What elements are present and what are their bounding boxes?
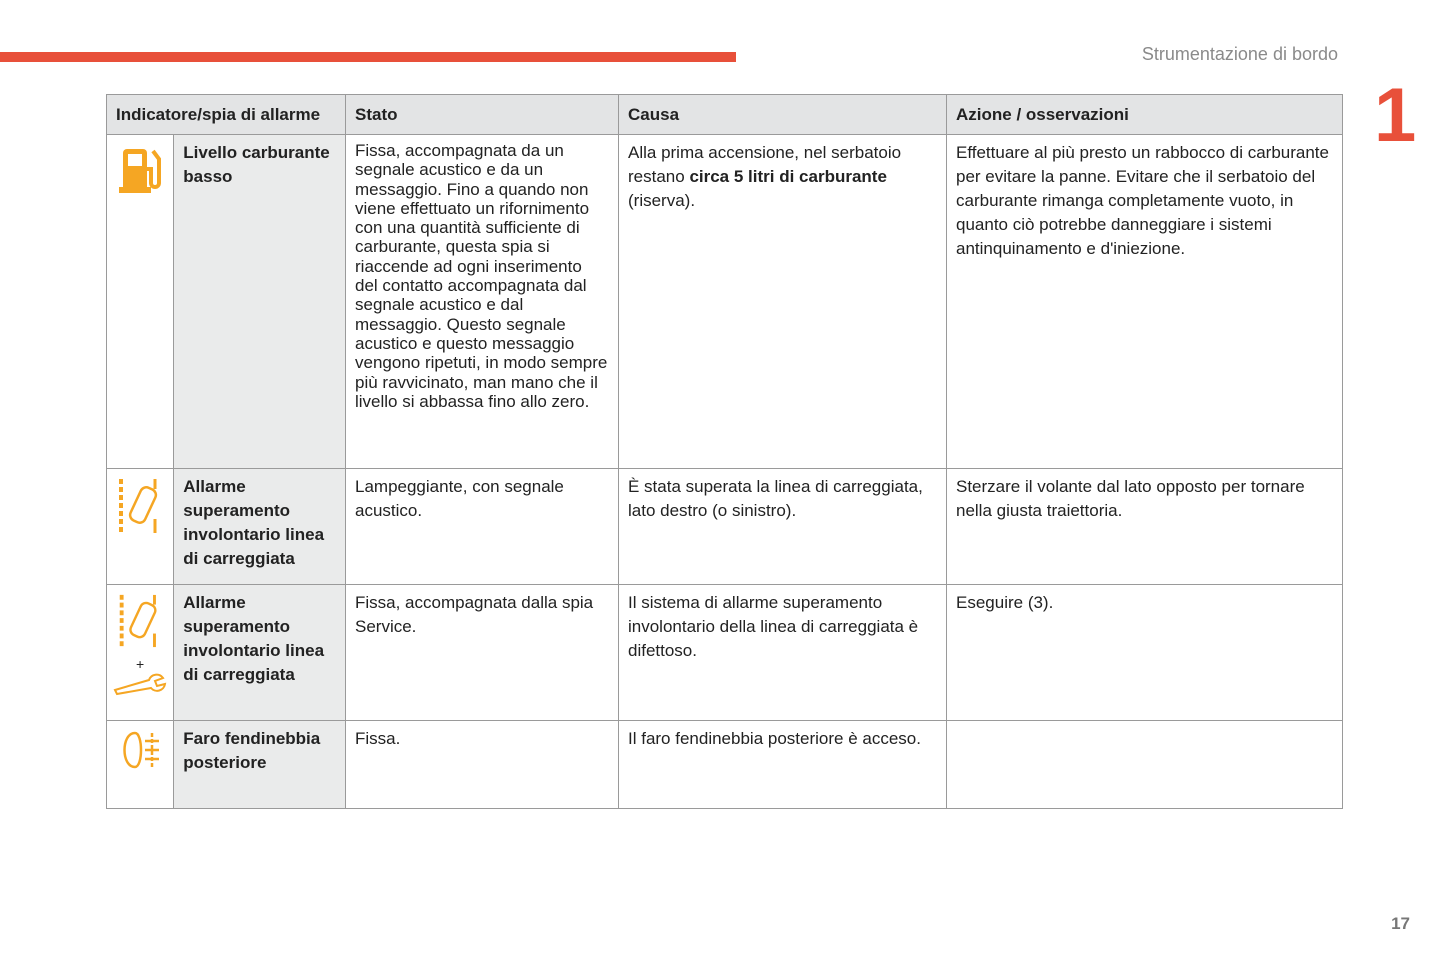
causa-cell: Il faro fendinebbia posteriore è acceso. (619, 721, 947, 809)
page-number: 17 (1391, 914, 1410, 933)
accent-bar (0, 52, 736, 62)
table-row (107, 585, 1343, 721)
section-title: Strumentazione di bordo (1141, 44, 1338, 64)
rear-fog-light-icon (107, 721, 174, 809)
col-header-causa: Causa (619, 95, 947, 135)
table-row (107, 135, 1343, 469)
table-row (107, 469, 1343, 585)
wrench-icon (113, 672, 167, 696)
col-header-azione: Azione / osservazioni (947, 95, 1343, 135)
table-row (107, 721, 1343, 809)
causa-cell: Il sistema di allarme superamento involontario della linea di carreggiata è difettoso. (619, 585, 947, 721)
azione-cell: Eseguire (3). (947, 585, 1343, 721)
plus-sign: + (136, 656, 145, 672)
causa-cell: È stata superata la linea di carreggiata, lato destro (o sinistro). (619, 469, 947, 585)
causa-cell (619, 135, 947, 469)
warning-lights-table (106, 94, 1343, 809)
indicator-label: Livello carburante basso (174, 135, 346, 469)
chapter-number: 1 (1374, 73, 1417, 158)
stato-cell: Fissa, accompagnata dalla spia Service. (346, 585, 619, 721)
causa-bold: circa 5 litri di carburante (689, 167, 887, 186)
stato-cell: Fissa. (346, 721, 619, 809)
stato-cell: Fissa, accompagnata da un segnale acustico e da un messaggio. Fino a quando non viene effettuato un rifornimento con una quantità sufficiente di carburante, questa spia si riaccende ad ogni inserimento del contatto accompagnata dal segnale acustico e dal messaggio. Questo segnale acustico e questo messaggio vengono ripetuti, in modo sempre più ravvicinato, man mano che il livello si abbassa fino allo zero. (346, 135, 619, 469)
azione-cell (947, 721, 1343, 809)
fuel-pump-icon (107, 135, 174, 469)
indicator-label: Faro fendinebbia posteriore (174, 721, 346, 809)
indicator-label: Allarme superamento involontario linea di carreggiata (174, 469, 346, 585)
col-header-indicator: Indicatore/spia di allarme (107, 95, 346, 135)
indicator-label: Allarme superamento involontario linea di carreggiata (174, 585, 346, 721)
col-header-stato: Stato (346, 95, 619, 135)
causa-text: Alla prima accensione, nel serbatoio restano (628, 143, 902, 186)
causa-text: (riserva). (628, 191, 696, 210)
lane-departure-icon (107, 469, 174, 585)
azione-cell: Effettuare al più presto un rabbocco di carburante per evitare la panne. Evitare che il serbatoio del carburante rimanga completamente vuoto, in quanto ciò potrebbe danneggiare i sistemi antinquinamento e d'iniezione. (947, 135, 1343, 469)
lane-departure-plus-service-icon (107, 585, 174, 721)
table-header (107, 95, 1343, 135)
stato-cell: Lampeggiante, con segnale acustico. (346, 469, 619, 585)
azione-cell: Sterzare il volante dal lato opposto per tornare nella giusta traiettoria. (947, 469, 1343, 585)
